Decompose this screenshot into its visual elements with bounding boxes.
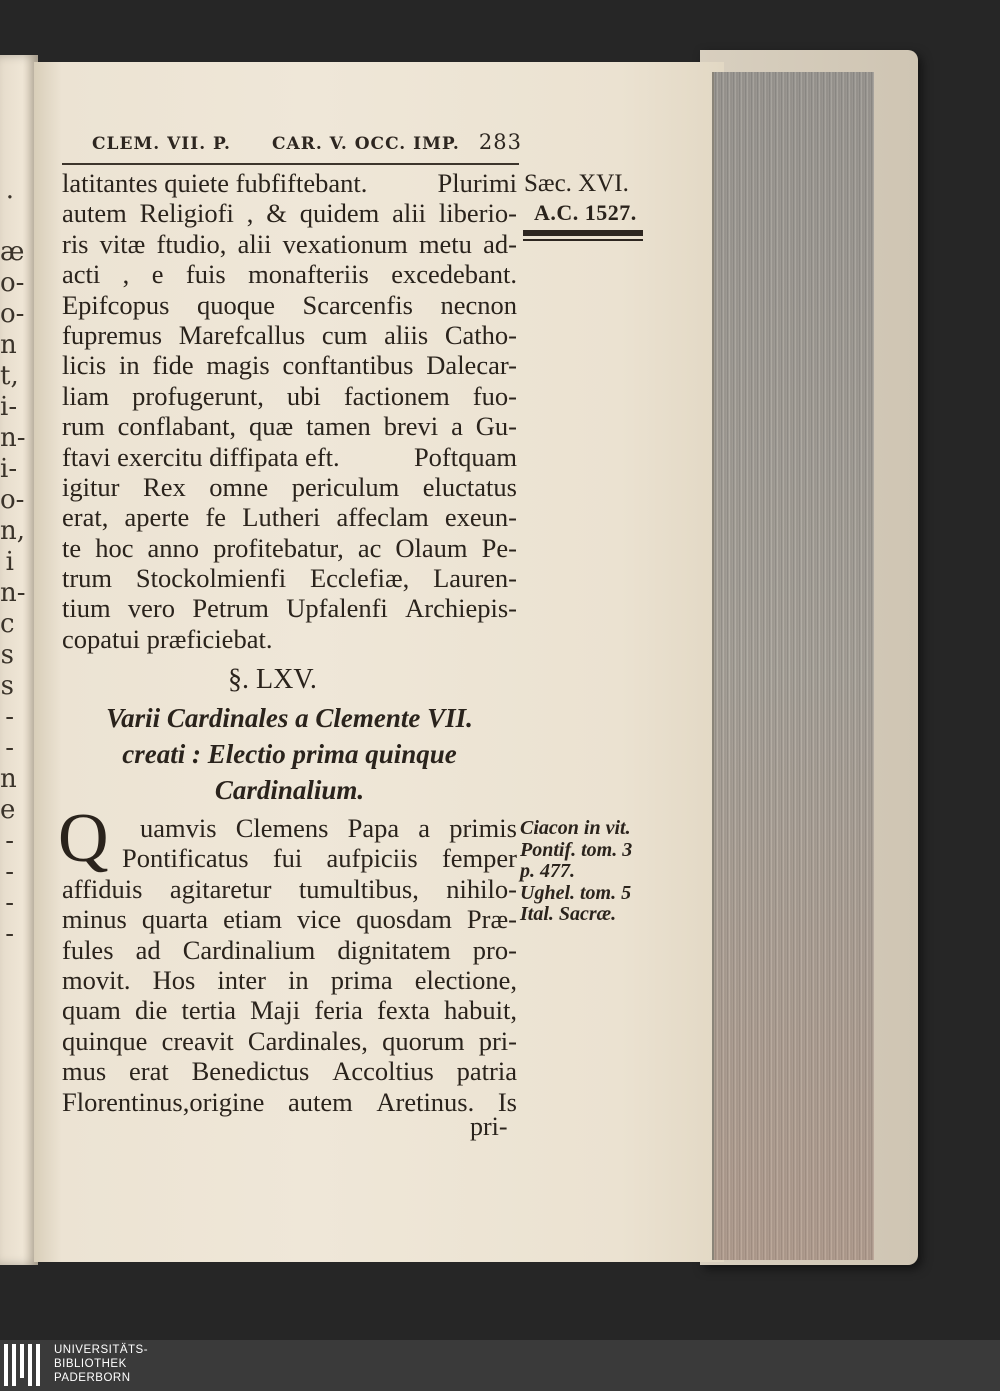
word: Pe- bbox=[481, 532, 517, 563]
left-fragment: o- bbox=[0, 268, 25, 298]
word: vexationum bbox=[282, 228, 408, 259]
word: Pontificatus bbox=[122, 843, 249, 874]
word: igitur bbox=[62, 471, 120, 502]
word: quidem bbox=[299, 198, 380, 229]
word: profugerunt, bbox=[132, 380, 264, 411]
section-title-line: Cardinalium. bbox=[214, 775, 365, 805]
left-fragment: t, bbox=[0, 361, 19, 391]
word: magis bbox=[206, 350, 270, 381]
word: a bbox=[451, 411, 463, 442]
reference-line: Ughel. tom. 5 bbox=[520, 881, 632, 904]
word: movit. bbox=[62, 964, 131, 995]
left-fragment: - bbox=[5, 857, 14, 887]
left-fragment: s bbox=[0, 671, 14, 701]
word: Clemens bbox=[235, 813, 329, 843]
left-fragment: æ bbox=[0, 237, 25, 267]
word: Florentinus,origine bbox=[62, 1086, 265, 1117]
word: Epifcopus bbox=[62, 289, 170, 320]
text-line bbox=[62, 442, 517, 472]
word: minus bbox=[62, 904, 127, 935]
text-line bbox=[62, 381, 517, 411]
word: Rex bbox=[143, 471, 186, 502]
margin-rule-thick bbox=[523, 230, 643, 236]
word: fui bbox=[272, 843, 303, 874]
word: copatui bbox=[62, 623, 147, 654]
word: Aretinus. bbox=[376, 1086, 475, 1117]
word: electione, bbox=[414, 964, 517, 995]
word: Upfalenfi bbox=[286, 593, 388, 624]
reference-line: Pontif. tom. 3 bbox=[520, 838, 633, 861]
margin-note-anno: A.C. 1527. bbox=[534, 200, 637, 225]
footer-bar bbox=[0, 1340, 1000, 1391]
left-fragment: i- bbox=[0, 454, 18, 484]
drop-cap: Q bbox=[58, 800, 109, 877]
left-fragment: o- bbox=[0, 299, 25, 329]
header-left: CLEM. VII. P. bbox=[92, 134, 231, 154]
text-line bbox=[62, 198, 517, 228]
word: cum bbox=[321, 319, 368, 350]
text-line bbox=[62, 624, 517, 654]
word: Præ- bbox=[466, 904, 517, 935]
word: quæ bbox=[248, 411, 294, 442]
left-fragment bbox=[0, 206, 14, 237]
word: quam bbox=[62, 995, 121, 1026]
reference-line: p. 477. bbox=[520, 860, 575, 882]
word: creavit bbox=[161, 1025, 234, 1056]
page-number: 283 bbox=[478, 130, 522, 154]
word: ac bbox=[357, 532, 382, 563]
word: trum bbox=[62, 563, 113, 594]
section-number: §. LXV. bbox=[228, 664, 317, 695]
word: tertia bbox=[181, 995, 236, 1026]
word: a bbox=[418, 813, 431, 843]
left-fragment: s bbox=[0, 640, 14, 670]
word: ris bbox=[62, 228, 89, 259]
left-fragment: n, bbox=[0, 516, 26, 546]
margin-note-saeculum: Sæc. XVI. bbox=[524, 170, 629, 197]
section-title bbox=[62, 700, 517, 808]
word: Marefcallus bbox=[178, 319, 306, 350]
word: quoque bbox=[196, 289, 275, 320]
word: Benedictus bbox=[191, 1056, 310, 1087]
word: Maji bbox=[250, 995, 301, 1026]
text-line bbox=[62, 533, 517, 563]
logo-text-line: UNIVERSITÄTS- bbox=[54, 1344, 149, 1356]
word: necnon bbox=[440, 289, 517, 320]
header-center: CAR. V. OCC. IMP. bbox=[272, 134, 460, 154]
text-line bbox=[62, 563, 517, 593]
word: erat, bbox=[62, 502, 109, 533]
word: Poftquam bbox=[413, 441, 517, 472]
word: ftavi exercitu diffipata eft. bbox=[62, 441, 340, 472]
word: e bbox=[151, 259, 164, 290]
word: periculum bbox=[291, 471, 400, 502]
word: , bbox=[122, 259, 130, 290]
word: rum bbox=[62, 411, 105, 442]
word: Dalecar- bbox=[426, 350, 517, 381]
word: quarta bbox=[141, 904, 209, 935]
word: brevi bbox=[383, 411, 439, 442]
word: feria bbox=[314, 995, 363, 1026]
word: conftantibus bbox=[282, 350, 414, 381]
word: & bbox=[266, 198, 287, 229]
word: præficiebat. bbox=[146, 623, 273, 654]
word: habuit, bbox=[444, 995, 517, 1026]
text-line bbox=[62, 1056, 517, 1086]
text-line bbox=[62, 290, 517, 320]
left-fragment: . bbox=[5, 175, 14, 205]
text-line bbox=[62, 502, 517, 532]
word: pro- bbox=[472, 934, 517, 965]
text-line bbox=[62, 593, 517, 623]
text-line bbox=[62, 935, 517, 965]
word: tamen bbox=[306, 411, 371, 442]
page-fore-edge bbox=[712, 72, 874, 1260]
text-line bbox=[62, 320, 517, 350]
word: tium bbox=[62, 593, 111, 624]
library-logo-text bbox=[54, 1343, 148, 1385]
text-line bbox=[62, 813, 517, 843]
word: vice bbox=[296, 904, 342, 935]
word: monafteriis bbox=[248, 259, 369, 290]
word: Scarcenfis bbox=[302, 289, 413, 320]
text-line bbox=[62, 843, 517, 873]
paragraph-1 bbox=[62, 168, 517, 654]
text-line bbox=[62, 995, 517, 1025]
word: etiam bbox=[223, 904, 282, 935]
reference-line: Ciacon in vit. bbox=[520, 817, 631, 839]
word: erat bbox=[129, 1056, 169, 1087]
left-fragment: e bbox=[0, 795, 16, 825]
word: Religiofi bbox=[139, 198, 234, 229]
running-header bbox=[92, 130, 522, 158]
word: Cardinales, bbox=[247, 1025, 368, 1056]
text-line bbox=[62, 350, 517, 380]
left-fragment: n bbox=[0, 330, 17, 360]
word: liam bbox=[62, 380, 110, 411]
word: femper bbox=[441, 843, 517, 874]
text-line bbox=[62, 874, 517, 904]
left-page-edge bbox=[0, 55, 38, 1265]
paragraph-2 bbox=[62, 813, 517, 1117]
word: licis bbox=[62, 350, 107, 381]
logo-text-line: PADERBORN bbox=[54, 1372, 131, 1384]
word: aufpiciis bbox=[326, 843, 418, 874]
word: ftudio, bbox=[156, 228, 227, 259]
left-fragment: - bbox=[5, 919, 14, 949]
word: fexta bbox=[377, 995, 430, 1026]
left-fragment: c bbox=[0, 609, 15, 639]
text-line bbox=[62, 168, 517, 198]
word: te bbox=[62, 532, 82, 563]
word: omne bbox=[209, 471, 269, 502]
text-line bbox=[62, 259, 517, 289]
word: agitaretur bbox=[169, 873, 272, 904]
left-fragment: - bbox=[5, 702, 14, 732]
word: affiduis bbox=[62, 873, 143, 904]
section-title-line: Varii Cardinales a Clemente VII. bbox=[106, 703, 473, 733]
word: profitebatur, bbox=[213, 532, 344, 563]
word: Archiepis- bbox=[405, 593, 517, 624]
word: quosdam bbox=[356, 904, 452, 935]
word: Plurimi bbox=[437, 168, 517, 198]
word: , bbox=[246, 198, 254, 229]
word: uamvis bbox=[140, 813, 217, 843]
word: inter bbox=[217, 964, 266, 995]
word: fules bbox=[62, 934, 114, 965]
left-fragment: i bbox=[5, 547, 14, 577]
word: patria bbox=[456, 1056, 517, 1087]
word: hoc bbox=[95, 532, 134, 563]
word: vero bbox=[127, 593, 176, 624]
word: fide bbox=[152, 350, 194, 381]
text-line bbox=[62, 1087, 517, 1117]
text-line bbox=[62, 472, 517, 502]
word: ubi bbox=[286, 380, 321, 411]
word: dignitatem bbox=[337, 934, 451, 965]
word: tumultibus, bbox=[298, 873, 419, 904]
word: ad- bbox=[483, 228, 517, 259]
word: fupremus bbox=[62, 319, 163, 350]
word: vitæ bbox=[99, 228, 146, 259]
word: Olaum bbox=[395, 532, 468, 563]
text-line bbox=[62, 229, 517, 259]
word: Stockolmienfi bbox=[135, 563, 287, 594]
header-rule bbox=[62, 163, 519, 165]
word: affeclam bbox=[336, 502, 429, 533]
word: quinque bbox=[62, 1025, 148, 1056]
word: Ecclefiæ, bbox=[309, 563, 410, 594]
word: eluctatus bbox=[422, 471, 517, 502]
margin-references bbox=[520, 818, 632, 926]
margin-rule-thin bbox=[523, 239, 643, 241]
left-fragment: n- bbox=[0, 423, 26, 453]
word: in bbox=[288, 964, 309, 995]
left-fragment: n bbox=[0, 764, 17, 794]
logo-text-line: BIBLIOTHEK bbox=[54, 1358, 127, 1370]
word: latitantes quiete fubfiftebant. bbox=[62, 168, 368, 198]
word: ad bbox=[135, 934, 161, 965]
word: anno bbox=[147, 532, 200, 563]
word: fuis bbox=[185, 259, 226, 290]
word: acti bbox=[62, 259, 101, 290]
word: Hos bbox=[152, 964, 196, 995]
word: Is bbox=[497, 1086, 517, 1117]
word: excedebant. bbox=[391, 259, 517, 290]
word: alii bbox=[237, 228, 272, 259]
reference-line: Ital. Sacræ. bbox=[520, 903, 617, 925]
word: Lutheri bbox=[242, 502, 321, 533]
word: autem bbox=[288, 1086, 353, 1117]
word: Papa bbox=[347, 813, 400, 843]
word: factionem bbox=[343, 380, 450, 411]
word: quorum bbox=[382, 1025, 465, 1056]
word: prima bbox=[330, 964, 393, 995]
left-fragment: - bbox=[5, 826, 14, 856]
word: alii bbox=[392, 198, 427, 229]
word: conflabant, bbox=[117, 411, 237, 442]
word: exeun- bbox=[444, 502, 517, 533]
word: Cardinalium bbox=[182, 934, 316, 965]
left-fragment: o- bbox=[0, 485, 25, 515]
word: Gu- bbox=[475, 411, 517, 442]
text-line bbox=[62, 965, 517, 995]
word: autem bbox=[62, 198, 127, 229]
word: fuo- bbox=[472, 380, 517, 411]
word: liberio- bbox=[438, 198, 517, 229]
catchword: pri- bbox=[470, 1112, 508, 1141]
left-fragment: n- bbox=[0, 578, 26, 608]
word: Accoltius bbox=[332, 1056, 434, 1087]
word: metu bbox=[418, 228, 472, 259]
word: aperte bbox=[124, 502, 190, 533]
word: Catho- bbox=[444, 319, 517, 350]
word: nihilo- bbox=[446, 873, 517, 904]
word: fe bbox=[205, 502, 227, 533]
section-title-line: creati : Electio prima quinque bbox=[122, 739, 457, 769]
word: Lauren- bbox=[433, 563, 517, 594]
left-fragment: - bbox=[5, 733, 14, 763]
word: mus bbox=[62, 1056, 107, 1087]
left-fragment: - bbox=[5, 888, 14, 918]
left-page-fragments bbox=[0, 175, 26, 950]
text-line bbox=[62, 1026, 517, 1056]
word: aliis bbox=[384, 319, 429, 350]
word: die bbox=[135, 995, 168, 1026]
word: Petrum bbox=[192, 593, 269, 624]
library-logo-icon bbox=[4, 1344, 46, 1386]
text-line bbox=[62, 411, 517, 441]
word: primis bbox=[449, 813, 517, 843]
left-fragment: i- bbox=[0, 392, 18, 422]
word: in bbox=[118, 350, 140, 381]
text-line bbox=[62, 904, 517, 934]
word: pri- bbox=[478, 1025, 517, 1056]
